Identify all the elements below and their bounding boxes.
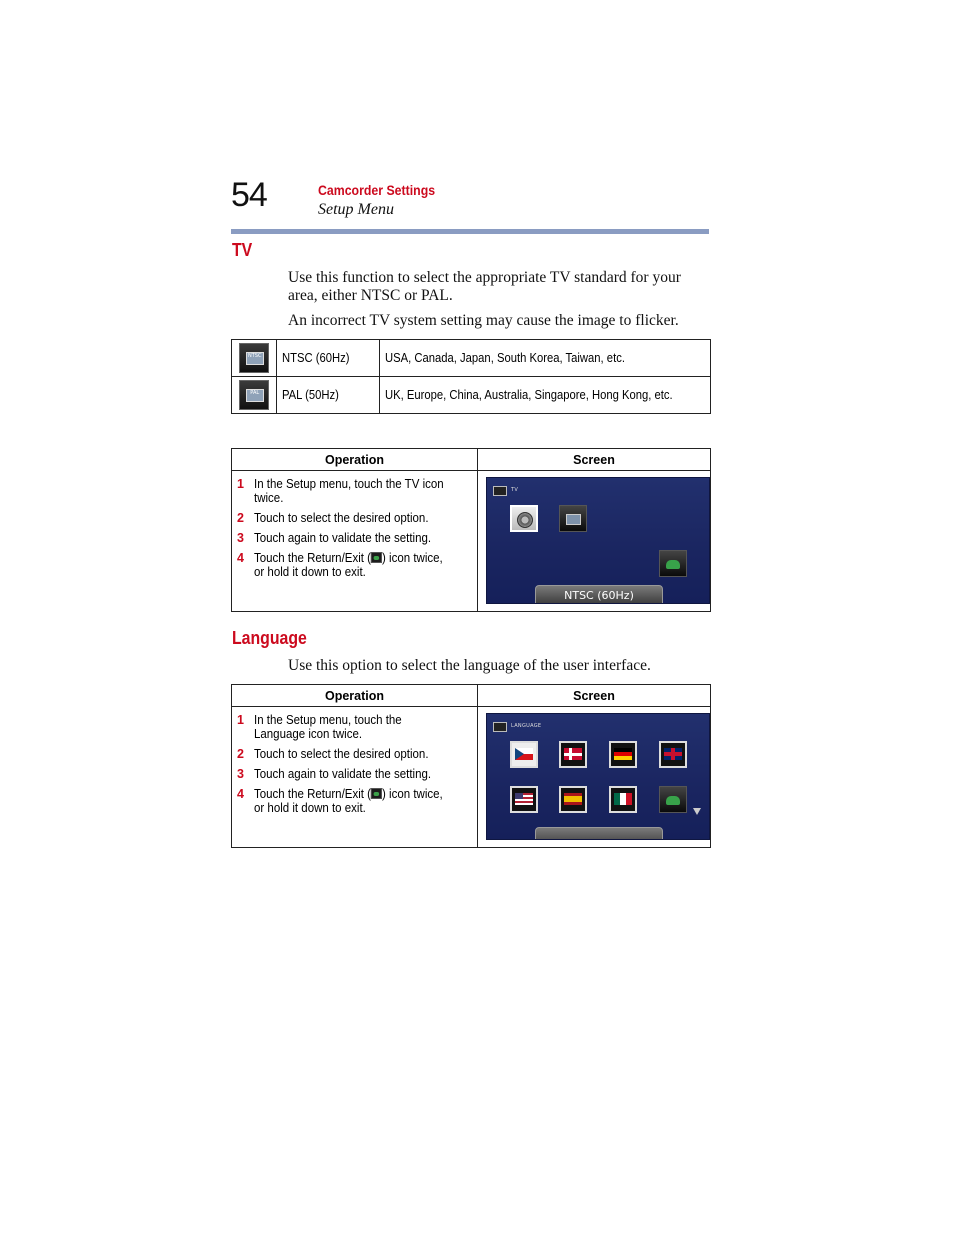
list-item: 4 Touch the Return/Exit ( ) icon twice, or hold it down to exit. <box>237 551 443 579</box>
selected-option-bar: NTSC (60Hz) <box>535 585 663 604</box>
language-screen-preview <box>486 713 710 840</box>
language-steps <box>232 707 477 815</box>
chapter-title: Camcorder Settings <box>318 182 436 198</box>
gear-icon <box>517 512 533 528</box>
return-exit-icon <box>371 788 382 799</box>
tv-menu-icon <box>493 486 507 496</box>
return-exit-button[interactable] <box>659 786 687 813</box>
standard-name: PAL (50Hz) <box>281 388 339 402</box>
tv-heading: TV <box>232 240 253 260</box>
spanish-flag-icon[interactable] <box>559 786 587 813</box>
return-exit-button[interactable] <box>659 550 687 577</box>
tv-intro <box>288 269 708 305</box>
list-item: 1 In the Setup menu, touch the TV icon twice. <box>237 477 444 505</box>
standard-regions: USA, Canada, Japan, South Korea, Taiwan, etc. <box>385 351 626 365</box>
tv-steps <box>232 471 477 579</box>
list-item: 3 Touch again to validate the setting. <box>237 767 432 781</box>
selected-option-bar <box>535 827 663 840</box>
pal-option-button[interactable] <box>559 505 587 532</box>
list-item: 2 Touch to select the desired option. <box>237 747 429 761</box>
tv-icon <box>566 514 581 525</box>
language-operation-table <box>231 684 711 848</box>
tv-screen-preview <box>486 477 710 604</box>
tv-warning: An incorrect TV system setting may cause the image to flicker. <box>288 312 679 329</box>
danish-flag-icon[interactable] <box>559 741 587 768</box>
return-icon <box>666 796 680 805</box>
mexican-flag-icon[interactable] <box>609 786 637 813</box>
return-exit-icon <box>371 552 382 563</box>
section-title: Setup Menu <box>318 201 394 218</box>
tv-operation-table <box>231 448 711 612</box>
list-item: 3 Touch again to validate the setting. <box>237 531 432 545</box>
scroll-down-icon[interactable] <box>693 808 701 815</box>
operation-header: Operation <box>232 685 478 707</box>
list-item: 1 In the Setup menu, touch the Language icon twice. <box>237 713 402 741</box>
page-number: 54 <box>231 176 267 214</box>
czech-flag-icon[interactable] <box>510 741 538 768</box>
screen-header: Screen <box>478 685 711 707</box>
operation-header: Operation <box>232 449 478 471</box>
ntsc-option-button[interactable] <box>510 505 538 532</box>
list-item: 4 Touch the Return/Exit ( ) icon twice, or hold it down to exit. <box>237 787 443 815</box>
us-flag-icon[interactable] <box>510 786 538 813</box>
tv-standards-table <box>231 339 711 414</box>
table-row <box>232 340 711 377</box>
screen-header: Screen <box>478 449 711 471</box>
header-rule <box>231 229 709 234</box>
language-menu-icon <box>493 722 507 732</box>
german-flag-icon[interactable] <box>609 741 637 768</box>
screen-title: TV <box>511 487 519 493</box>
screen-title: LANGUAGE <box>511 723 542 729</box>
pal-tv-icon: PAL <box>239 380 269 410</box>
tv-intro-line-2: area, either NTSC or PAL. <box>288 287 453 304</box>
standard-regions: UK, Europe, China, Australia, Singapore, Hong Kong, etc. <box>385 388 674 402</box>
table-row <box>232 377 711 414</box>
return-icon <box>666 560 680 569</box>
tv-intro-line-1: Use this function to select the appropriate TV standard for your <box>288 269 681 286</box>
language-heading: Language <box>232 628 307 648</box>
list-item: 2 Touch to select the desired option. <box>237 511 429 525</box>
language-intro: Use this option to select the language of the user interface. <box>288 657 651 674</box>
ntsc-tv-icon: NTSC <box>239 343 269 373</box>
uk-flag-icon[interactable] <box>659 741 687 768</box>
standard-name: NTSC (60Hz) <box>281 351 350 365</box>
